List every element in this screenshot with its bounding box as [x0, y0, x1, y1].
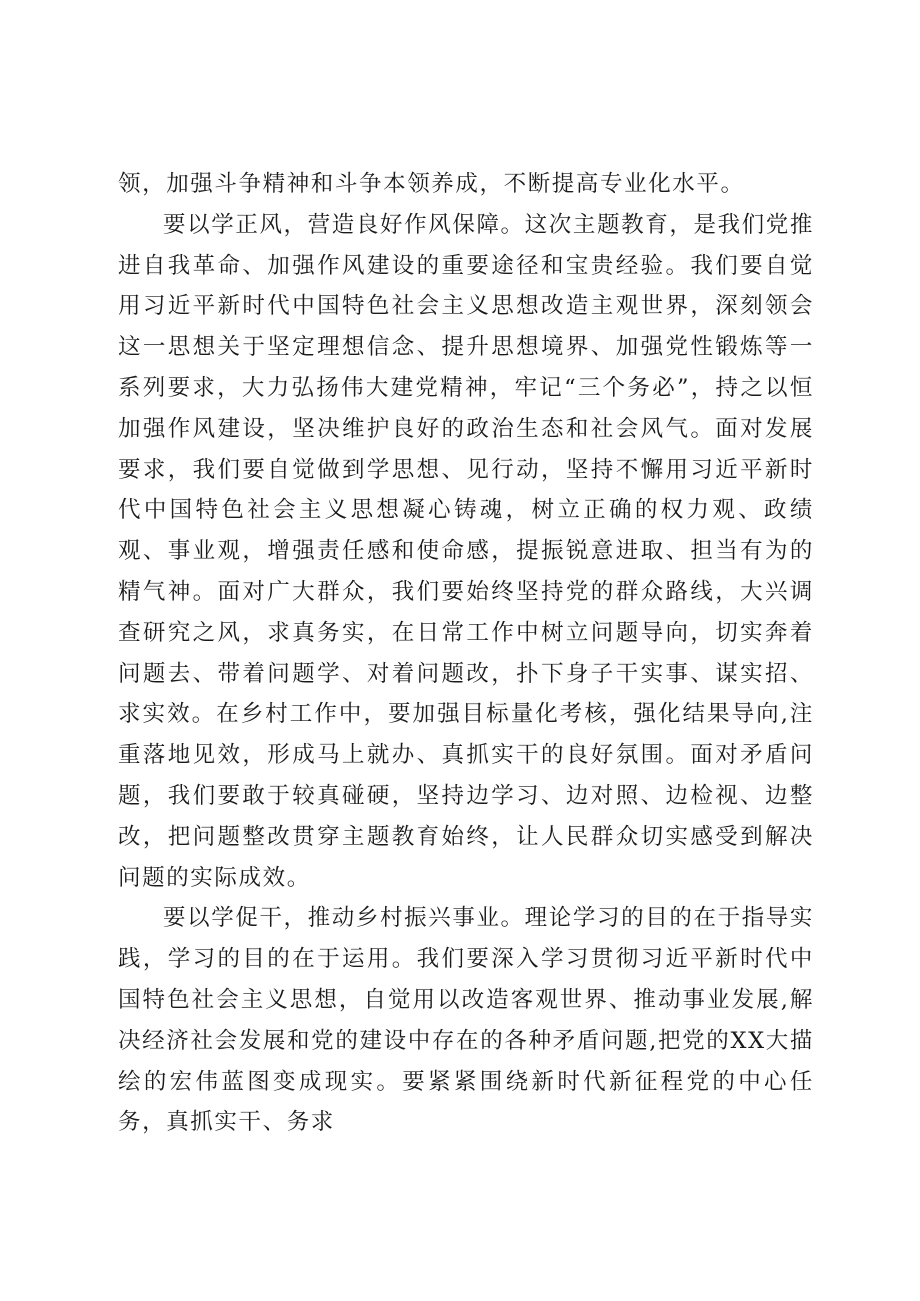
paragraph-rural-revitalization: 要以学促干，推动乡村振兴事业。理论学习的目的在于指导实践，学习的目的在于运用。我们要深入学习贯彻习近平新时代中国特色社会主义思想，自觉用以改造客观世界、推动事业发展,解决经济社会发展和党的建设中存在的各种矛盾问题,把党的XX大描绘的宏伟蓝图变成现实。要紧紧围绕新时代新征程党的中心任务，真抓实干、务求 — [118, 905, 814, 1136]
paragraph-style-discipline: 要以学正风，营造良好作风保障。这次主题教育，是我们党推进自我革命、加强作风建设的重要途径和宝贵经验。我们要自觉用习近平新时代中国特色社会主义思想改造主观世界，深刻领会这一思想关于坚定理想信念、提升思想境界、加强党性锻炼等一系列要求，大力弘扬伟大建党精神，牢记“三个务必”，持之以恒加强作风建设，坚决维护良好的政治生态和社会风气。面对发展要求，我们要自觉做到学思想、见行动，坚持不懈用习近平新时代中国特色社会主义思想凝心铸魂，树立正确的权力观、政绩观、事业观，增强责任感和使命感，提振锐意进取、担当有为的精气神。面对广大群众，我们要始终坚持党的群众路线，大兴调查研究之风，求真务实，在日常工作中树立问题导向，切实奔着问题去、带着问题学、对着问题改，扑下身子干实事、谋实招、求实效。在乡村工作中，要加强目标量化考核，强化结果导向,注重落地见效，形成马上就办、真抓实干的良好氛围。面对矛盾问题，我们要敢于较真碰硬，坚持边学习、边对照、边检视、边整改，把问题整改贯穿主题教育始终，让人民群众切实感受到解决问题的实际成效。 — [118, 211, 814, 891]
document-body — [118, 164, 814, 1143]
paragraph-continuation: 领，加强斗争精神和斗争本领养成，不断提高专业化水平。 — [118, 171, 745, 197]
